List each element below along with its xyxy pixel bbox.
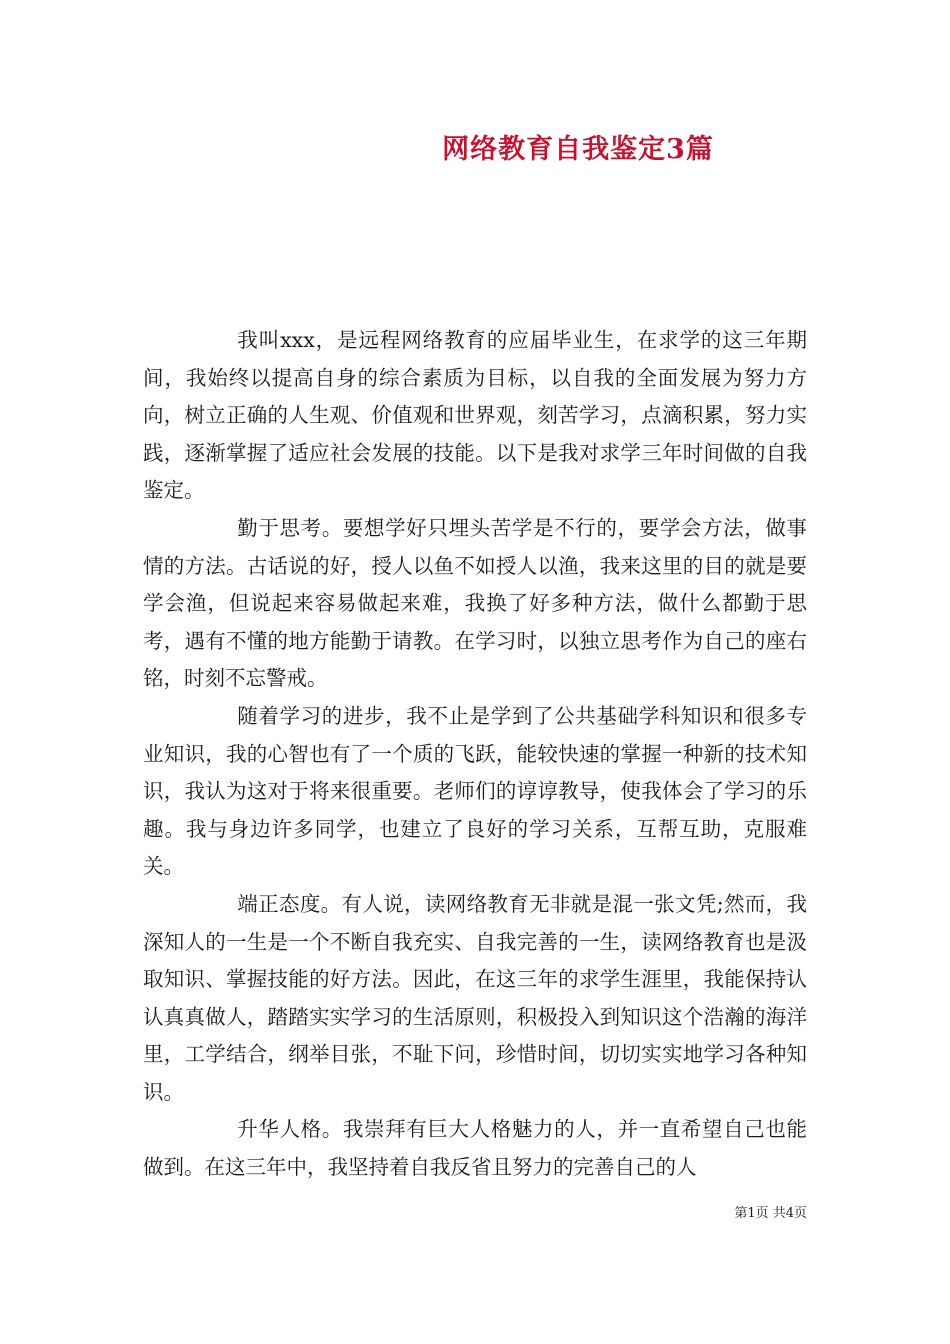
paragraph-thinking: 勤于思考。要想学好只埋头苦学是不行的，要学会方法，做事情的方法。古话说的好，授人以鱼不如授人以渔，我来这里的目的就是要学会渔，但说起来容易做起来难，我换了好多种方法，做什么都勤于思考，遇有不懂的地方能勤于请教。在学习时，以独立思考作为自己的座右铭，时刻不忘警戒。 xyxy=(143,515,807,691)
title-container xyxy=(160,132,950,168)
paragraph-progress: 随着学习的进步，我不止是学到了公共基础学科知识和很多专业知识，我的心智也有了一个质的飞跃，能较快速的掌握一种新的技术知识，我认为这对于将来很重要。老师们的谆谆教导，使我体会了学习的乐趣。我与身边许多同学，也建立了良好的学习关系，互帮互助，克服难关。 xyxy=(143,703,807,879)
paragraph-attitude: 端正态度。有人说，读网络教育无非就是混一张文凭;然而，我深知人的一生是一个不断自我充实、自我完善的一生，读网络教育也是汲取知识、掌握技能的好方法。因此，在这三年的求学生涯里，我能保持认认真真做人，踏踏实实学习的生活原则，积极投入到知识这个浩瀚的海洋里，工学结合，纲举目张，不耻下问，珍惜时间，切切实实地学习各种知识。 xyxy=(143,891,807,1104)
page-number-footer: 第1页 共4页 xyxy=(734,1206,807,1221)
document-title: 网络教育自我鉴定3篇 xyxy=(442,134,714,165)
paragraph-intro: 我叫xxx，是远程网络教育的应届毕业生，在求学的这三年期间，我始终以提高自身的综合素质为目标，以自我的全面发展为努力方向，树立正确的人生观、价值观和世界观，刻苦学习，点滴积累，努力实践，逐渐掌握了适应社会发展的技能。以下是我对求学三年时间做的自我鉴定。 xyxy=(143,328,807,503)
paragraph-personality: 升华人格。我崇拜有巨大人格魅力的人，并一直希望自己也能做到。在这三年中，我坚持着自我反省且努力的完善自己的人 xyxy=(143,1117,807,1180)
document-body xyxy=(143,322,807,1187)
